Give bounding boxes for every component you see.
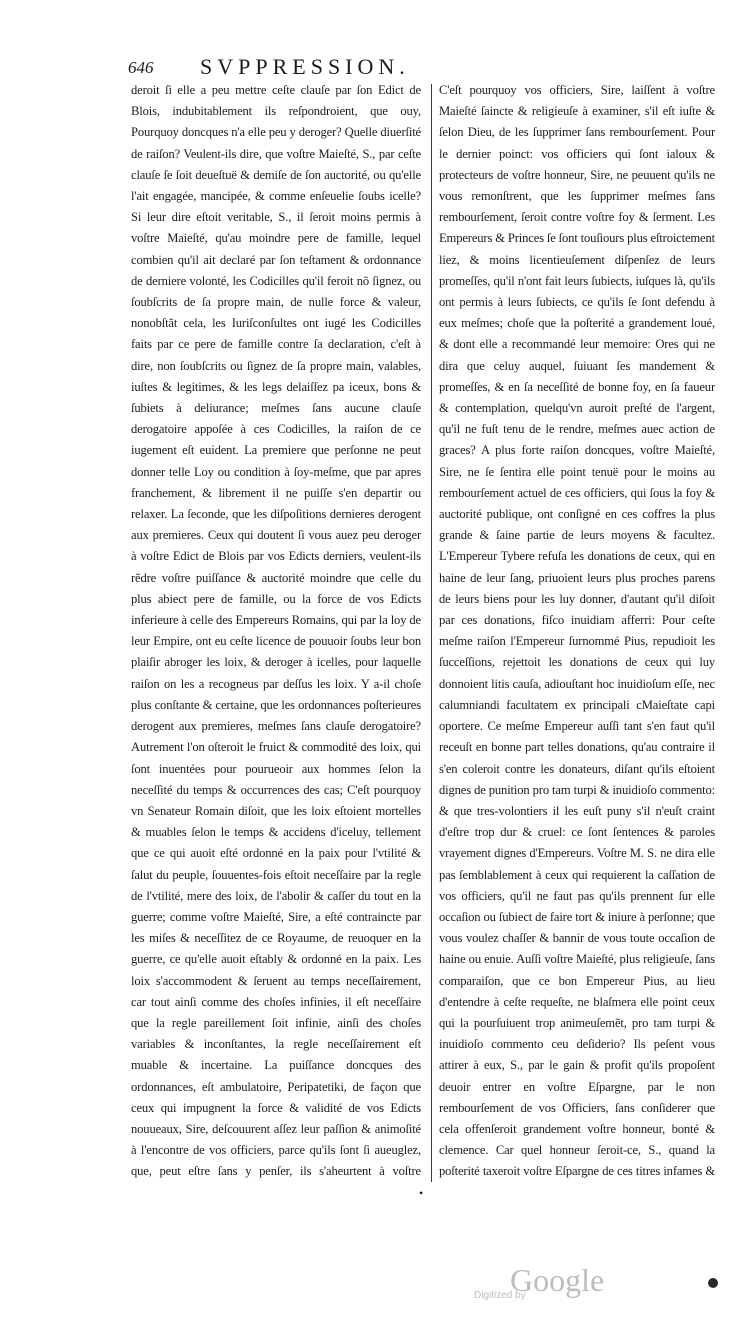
column-divider — [431, 84, 432, 1182]
right-column — [439, 80, 715, 1186]
google-logo: Google — [510, 1262, 605, 1298]
left-column — [131, 80, 421, 1186]
page-bottom-mark: • — [419, 1186, 424, 1200]
right-column-text: C'eſt pourquoy vos officiers, Sire, laiſſent à voſtre Maieſté ſaincte & religieuſe à examiner, s'il eſt iuſte & ſelon Dieu, de les ſupprimer ſans rembourſement. Pour le dernier poinct: vos officiers qui ſont ialoux & protecteurs de voſtre honneur, Sire, ne peuuent qu'ils ne vous remonſtrent, que les ſupprimer meſmes ſans rembourſement, ſeroit contre voſtre foy & ſerment. Les Empereurs & Princes ſe ſont touſiours plus eſtroictement liez, & moins licentieuſement diſpenſez de leurs promeſſes, qu'il n'ont fait leurs ſubiects, iuſques là, qu'ils ont permis à leurs ſubiects, ce qu'ils ſe ſont defendu à eux meſmes; choſe que la poſterité a grandement loué, & dont elle a recommandé leur memoire: Ores qui ne dira que celuy auquel, ſuiuant ſes mandement & promeſſes, & en ſa neceſſité de bonne foy, en ſa faueur & contemplation, quelqu'vn auroit preſté de l'argent, qu'il ne fuſt tenu de le rendre, meſmes auec action de graces? A plus forte raiſon doncques, voſtre Maieſté, Sire, ne ſe ſentira elle point tenuë pour le moins au rembourſement actuel de ces officiers, qui ſous la foy & auctorité publique, ont conſigné en ces coffres la plus grande & ſaine partie de leurs moyens & facultez. L'Empereur Tybere refuſa les donations de ceux, qui en haine de leur ſang, priuoient leurs plus proches parens de leurs biens pour les luy donner, d'autant qu'il diſoit par ces donations, fiſco inuidiam afferri: Pour ceſte meſme raiſon l'Empereur ſurnommé Pius, repudioit les ſucceſſions, rejettoit les donations de ceux qui luy donnoient litis cauſa, adiouſtant hoc inuidioſum eſſe, nec calumniandi facultatem ex principali cMaieſtate capi oportere. Ce meſme Empereur auſſi tant s'en faut qu'il receuſt en bonne part telles donations, qu'au contraire il s'en coleroit contre les donateurs, diſant qu'ils eſtoient dignes de punition pro tam turpi & inuidioſo commento: & que tres-volontiers il les euſt puny s'il n'euſt craint d'eſtre trop dur & cruel: ce ſont ſentences & paroles vrayement dignes d'Empereurs. Voſtre M. S. ne dira elle pas ſemblablement à ceux qui requierent la caſſation de vos officiers, qu'il ne faut pas qu'ils prennent ſur elle occaſion ou ſubiect de faire tort & iniure à perſonne; que vous voulez chaſſer & bannir de vous toute occaſion de haine ou enuie. Auſſi voſtre Maieſté, plus religieuſe, ſans comparaiſon, que ce bon Empereur Pius, au lieu d'entendre à ceſte requeſte, ne blaſmera elle point ceux qui la pourſuiuent trop animeuſemẽt, pro tam turpi & inuidioſo commento ceu deſiderio? Ils peſent vous attirer à eux, S., par le gain & profit qu'ils propoſent deuoir entrer en voſtre Eſpargne, par le non rembourſement de vos Officiers, ſans conſiderer que cela offenſeroit grandement voſtre honneur, bonté & clemence. Car quel honneur ſeroit-ce, S., quand la poſterité taxeroit voſtre Eſpargne de ces titres infames & — [439, 83, 715, 1179]
page-number: 646 — [128, 58, 154, 77]
left-column-text: deroit ſi elle a peu mettre ceſte clauſe par ſon Edict de Blois, indubitablement ils reſpondroient, que ouy, Pourquoy doncques n'a elle peu y deroger? Quelle diuerſité de raiſon? Veulent-ils dire, que voſtre Maieſté, S., par ceſte clauſe ſe ſoit deueſtuë & demiſe de ſon auctorité, ou qu'elle l'ait engagée, mancipée, & comme enſeuelie ſoubs icelle? Si leur dire eſtoit veritable, S., il ſeroit moins permis à voſtre Maieſté, qu'au moindre pere de famille, lequel combien qu'il ait declaré par ſon teſtament & ordonnance de derniere volonté, les Codicilles qu'il feroit nõ ſignez, ou ſoubſcrits de ſa propre main, de nulle force & valeur, nonobſtãt cela, les Iuriſconſultes ont iugé les Codicilles faits par ce pere de famille contre ſa declaration, c'eſt à dire, non ſoubſcrits ou ſignez de ſa propre main, valables, iuſtes & legitimes, & les legs delaiſſez pa iceux, bons & ſubiets à deliurance; meſmes ſans aucune clauſe derogatoire appoſée à ces Codicilles, la raiſon de ce iugement eſt euident. La premiere que perſonne ne peut donner telle Loy ou condition à ſoy-meſme, que par apres franchement, & librement il ne puiſſe s'en departir ou relaxer. La ſeconde, que les diſpoſitions dernieres derogent aux premieres. Ceux qui doutent ſi vous auez peu deroger à voſtre Edict de Blois par vos Edicts derniers, veulent-ils rẽdre voſtre puiſſance & auctorité moindre que celle du plus abiect pere de famille, ou la force de vos Edicts inferieure à celle des Empereurs Romains, qui par la loy de leur Empire, ont eu ceſte licence de pouuoir ſoubs leur bon plaiſir abroger les loix, & deroger à icelles, pour laquelle raiſon on les a recogneus par deſſus les loix. Y a-il choſe plus conſtante & certaine, que les ordonnances poſterieures derogent aux premieres, meſmes ſans clauſe derogatoire? Autrement l'on oſteroit le fruict & commodité des loix, qui ſont inuentées pour pourueoir aux hommes ſelon la neceſſité du temps & occurrences des cas; C'eſt pourquoy vn Senateur Romain diſoit, que les loix eſtoient mortelles & muables ſelon le temps & accidens d'iceluy, tellement que ce qui auoit eſté ordonné en la paix pour l'vtilité & ſalut du peuple, ſouuentes-fois eſtoit neceſſaire par la regle de l'vtilité, mere des loix, de l'abolir & caſſer du tout en la guerre; comme voſtre Maieſté, Sire, a eſté contraincte par les miſes & neceſſitez de ce Royaume, de reuoquer en la guerre, ce qu'elle auoit eſtably & ordonné en la paix. Les loix s'accommodent & ſeruent au temps neceſſairement, car tout ainſi comme des choſes infinies, il eſt neceſſaire que la regle pareillement ſoit infinie, ainſi des choſes variables & inconſtantes, la regle neceſſairement eſt muable & incertaine. La puiſſance doncques des ordonnances, eſt ambulatoire, Peripatetiki, de façon que ceux qui impugnent la force & validité de vos Edicts nouueaux, Sire, deſcouurent aſſez leur paſſion & animoſité à l'encontre de vos officiers, parce qu'ils ſont ſi aueuglez, que, peut eſtre ſans y penſer, ils s'aheurtent à voſtre — [131, 83, 421, 1179]
watermark-prefix: Digitized by — [474, 1290, 526, 1301]
digitized-watermark — [474, 1258, 624, 1318]
running-head: SVPPRESSION. — [200, 54, 410, 79]
ink-dot — [708, 1278, 718, 1288]
page-header — [128, 52, 528, 82]
